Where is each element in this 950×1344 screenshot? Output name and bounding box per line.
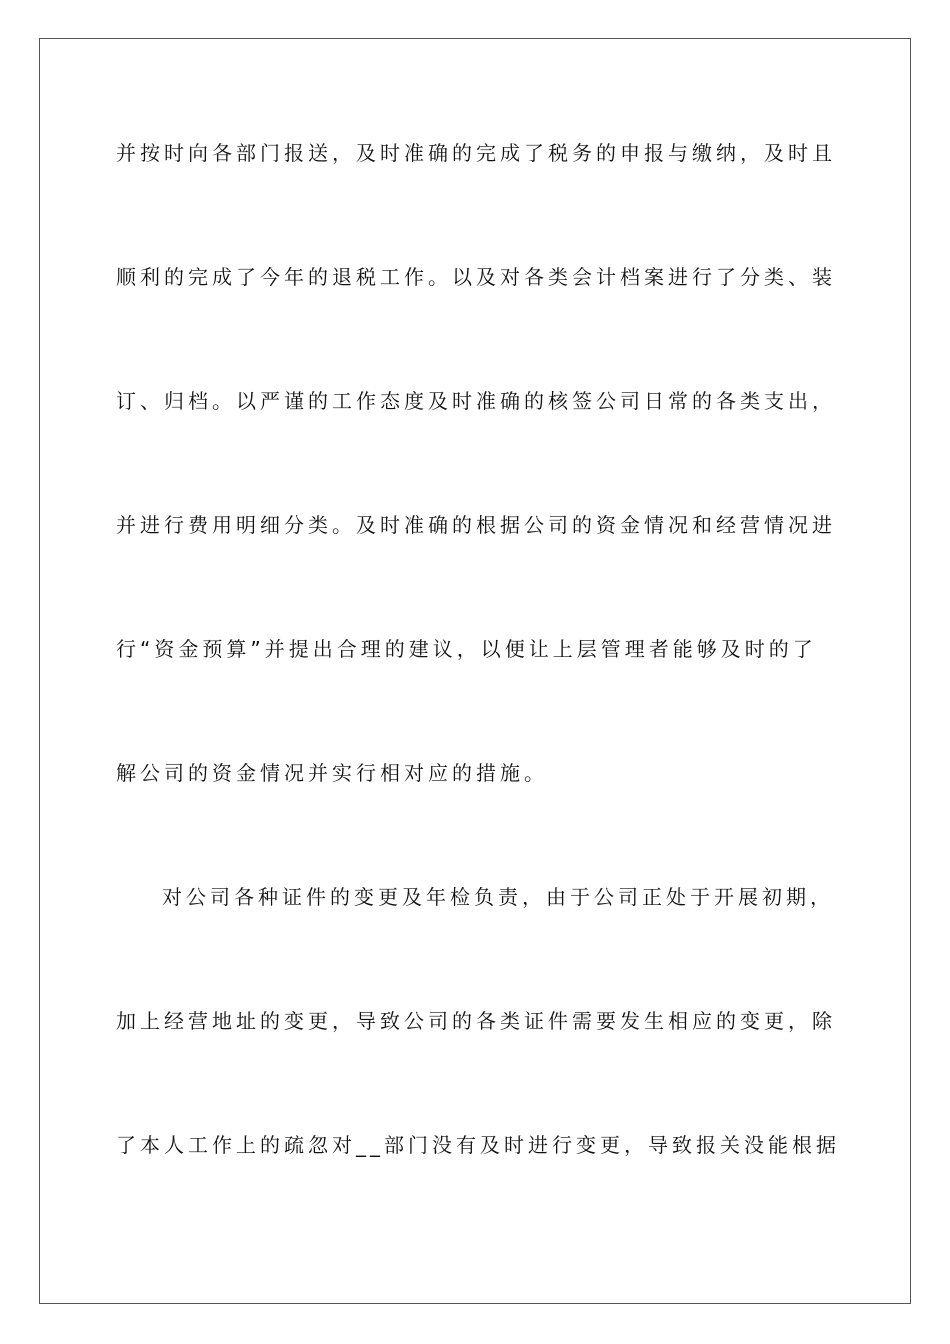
paragraph-line-7: 对公司各种证件的变更及年检负责，由于公司正处于开展初期， xyxy=(162,885,834,909)
paragraph-line-1: 并按时向各部门报送，及时准确的完成了税务的申报与缴纳，及时且 xyxy=(116,141,836,165)
paragraph-line-8: 加上经营地址的变更，导致公司的各类证件需要发生相应的变更，除 xyxy=(116,1009,836,1033)
paragraph-line-2: 顺利的完成了今年的退税工作。以及对各类会计档案进行了分类、装 xyxy=(116,265,836,289)
paragraph-line-6: 解公司的资金情况并实行相对应的措施。 xyxy=(116,761,548,785)
paragraph-line-4: 并进行费用明细分类。及时准确的根据公司的资金情况和经营情况进 xyxy=(116,513,836,537)
paragraph-line-3: 订、归档。以严谨的工作态度及时准确的核签公司日常的各类支出， xyxy=(116,389,836,413)
paragraph-line-9: 了本人工作上的疏忽对__部门没有及时进行变更，导致报关没能根据 xyxy=(116,1133,840,1157)
page-border xyxy=(39,38,911,1304)
paragraph-line-5: 行“资金预算”并提出合理的建议，以便让上层管理者能够及时的了 xyxy=(116,637,817,661)
